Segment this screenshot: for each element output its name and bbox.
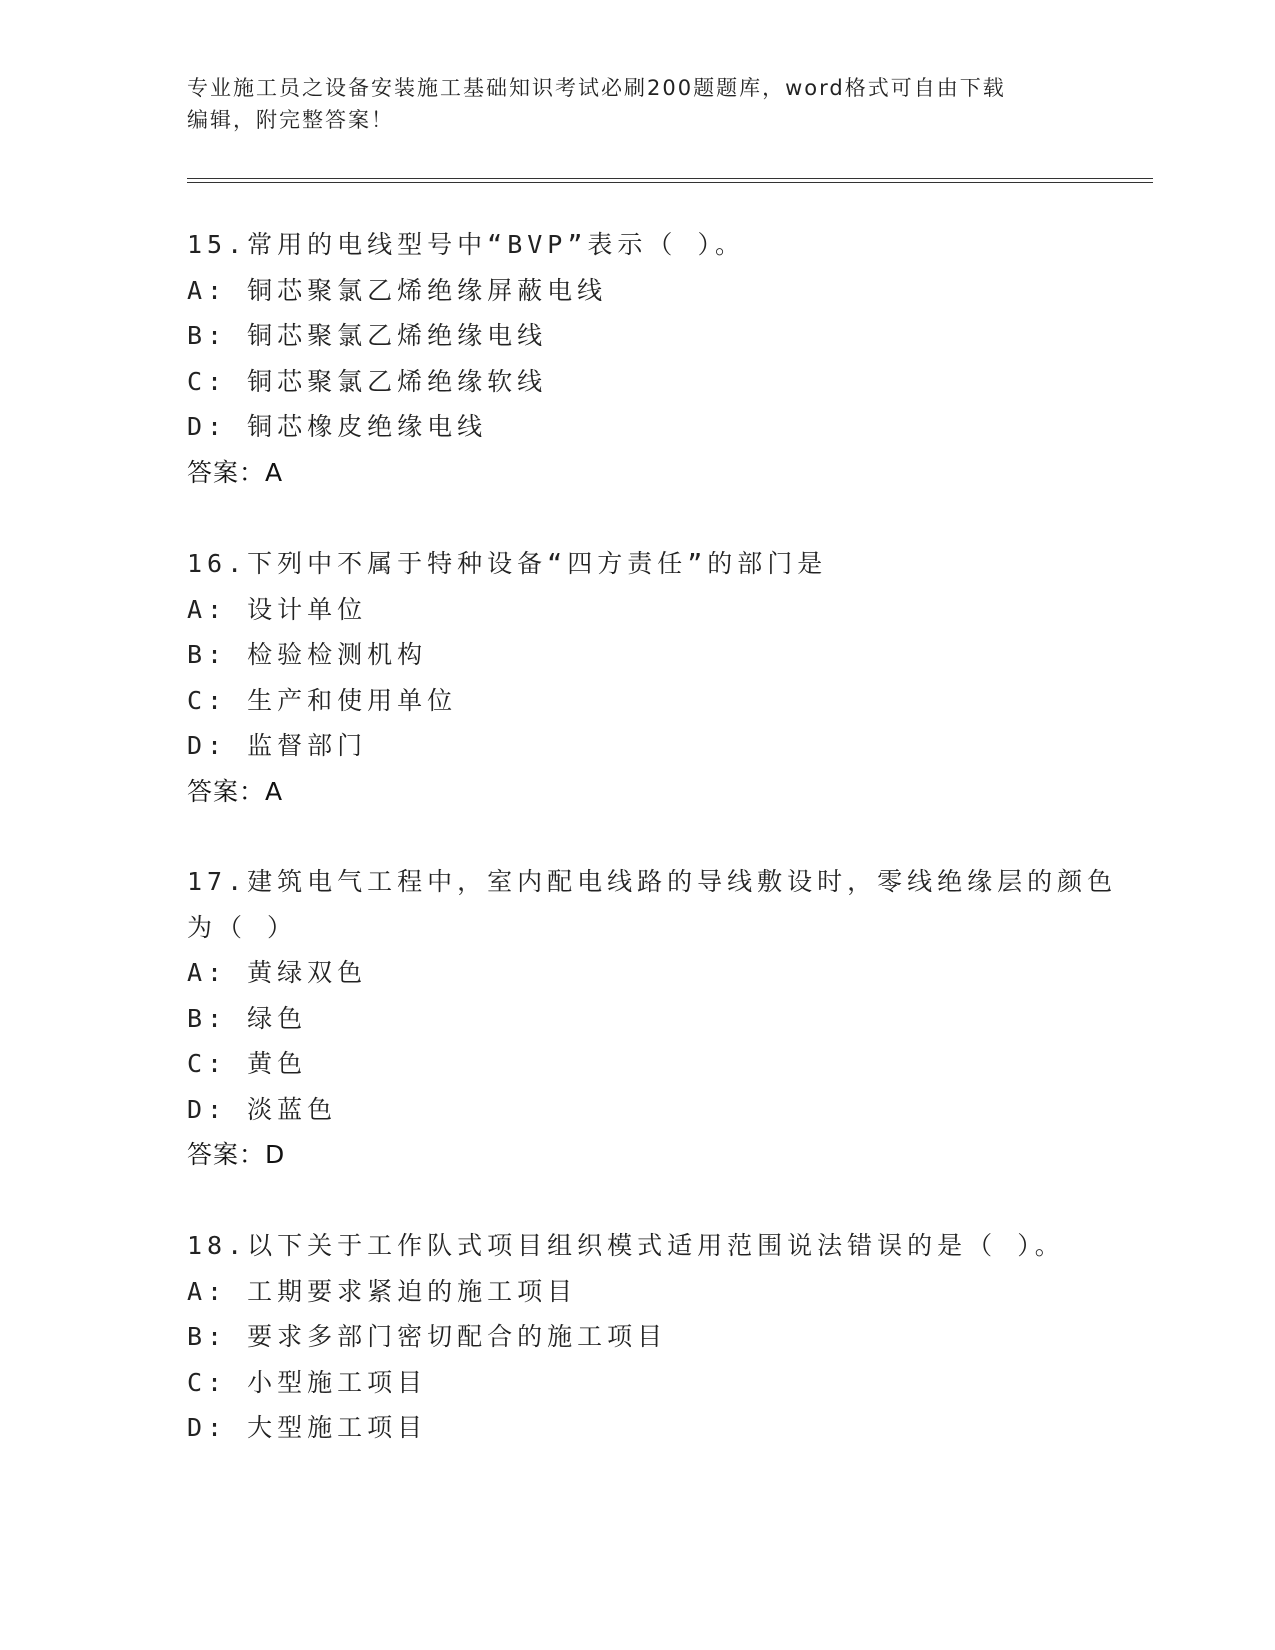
document-header xyxy=(187,72,1067,136)
question-stem: 15.常用的电线型号中“BVP”表示（ ）。 xyxy=(187,230,745,259)
header-line-2: 编辑，附完整答案！ xyxy=(187,108,394,132)
question-stem-line-1: 17.建筑电气工程中，室内配电线路的导线敷设时，零线绝缘层的颜色 xyxy=(187,867,1118,896)
option-a: A: 工期要求紧迫的施工项目 xyxy=(187,1276,578,1306)
option-c: C: 铜芯聚氯乙烯绝缘软线 xyxy=(187,366,548,396)
option-b: B: 要求多部门密切配合的施工项目 xyxy=(187,1322,668,1351)
header-line-1: 专业施工员之设备安装施工基础知识考试必刷200题题库，word格式可自由下载 xyxy=(187,76,1006,100)
option-d: D: 铜芯橡皮绝缘电线 xyxy=(187,412,488,441)
option-c: C: 生产和使用单位 xyxy=(187,685,458,715)
question-15 xyxy=(187,222,1087,495)
answer xyxy=(187,769,1087,815)
question-stem: 16.下列中不属于特种设备“四方责任”的部门是 xyxy=(187,549,828,578)
option-b: B: 铜芯聚氯乙烯绝缘电线 xyxy=(187,321,548,350)
option-b: B: 绿色 xyxy=(187,1003,308,1033)
question-16 xyxy=(187,541,1087,814)
option-c: C: 黄色 xyxy=(187,1049,308,1078)
question-18 xyxy=(187,1223,1087,1451)
answer-label: 答案： xyxy=(187,457,266,487)
option-d: D: 监督部门 xyxy=(187,731,368,760)
option-a: A: 铜芯聚氯乙烯绝缘屏蔽电线 xyxy=(187,275,608,305)
question-stem: 18.以下关于工作队式项目组织模式适用范围说法错误的是（ ）。 xyxy=(187,1231,1065,1260)
answer-label: 答案： xyxy=(187,1140,266,1169)
answer xyxy=(187,1132,1087,1178)
header-divider xyxy=(187,178,1153,183)
option-a: A: 黄绿双色 xyxy=(187,958,368,987)
option-d: D: 淡蓝色 xyxy=(187,1094,338,1124)
option-d: D: 大型施工项目 xyxy=(187,1413,428,1442)
answer-value: D xyxy=(265,1140,286,1169)
option-a: A: 设计单位 xyxy=(187,594,368,624)
question-17 xyxy=(187,859,1118,1178)
answer-value: A xyxy=(265,457,284,487)
option-c: C: 小型施工项目 xyxy=(187,1367,428,1397)
question-stem-line-2: 为（ ） xyxy=(187,912,298,942)
answer-label: 答案： xyxy=(187,776,266,806)
option-b: B: 检验检测机构 xyxy=(187,640,428,669)
answer-value: A xyxy=(265,776,284,806)
answer xyxy=(187,450,1087,496)
